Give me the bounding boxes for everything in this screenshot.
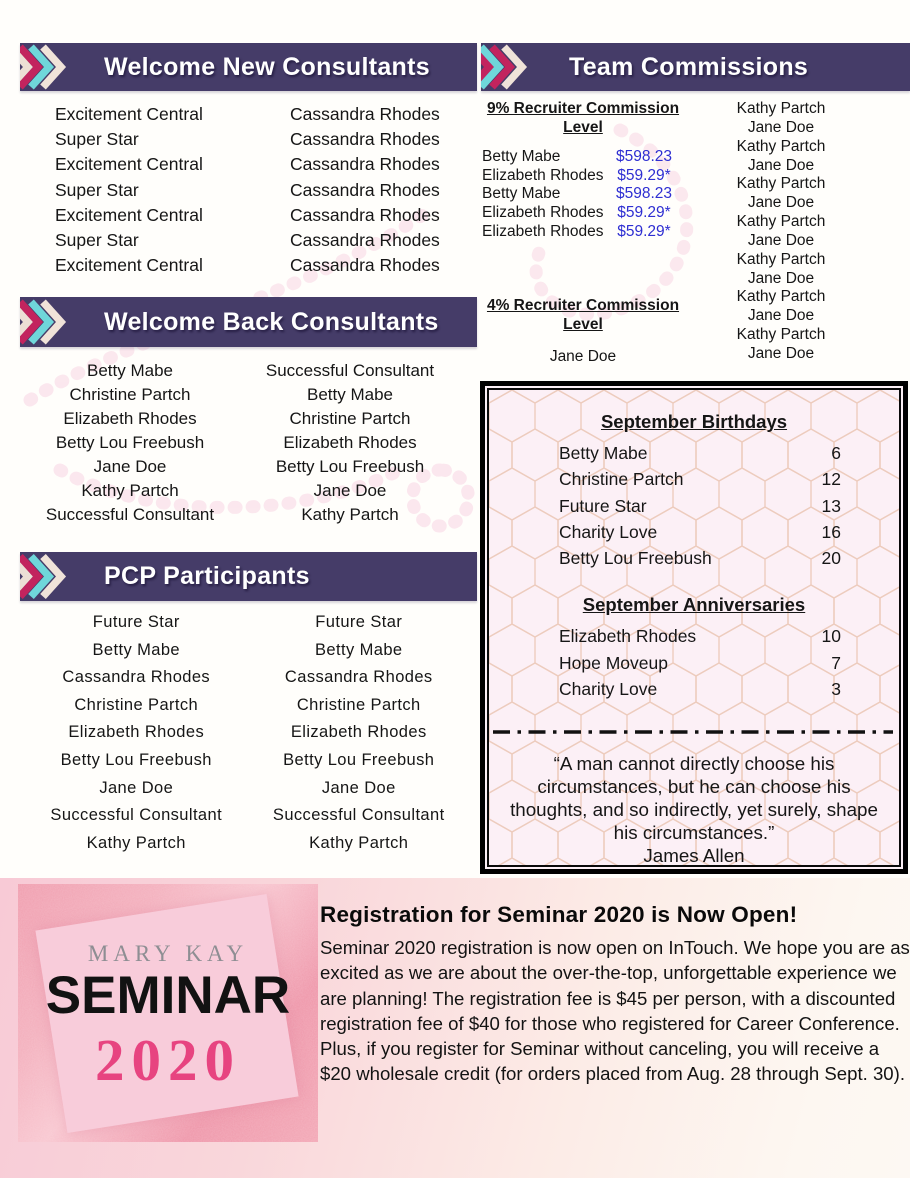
anniversary-row xyxy=(559,650,841,676)
birthday-row xyxy=(559,545,841,571)
consultant-name: Betty Mabe xyxy=(92,640,180,659)
consultant-name: Jane Doe xyxy=(321,778,396,797)
commission-row xyxy=(482,223,684,242)
recruiter-name: Kathy Partch xyxy=(736,100,826,117)
consultant-name: Charity Love xyxy=(559,521,658,542)
commission-amount: $59.29* xyxy=(617,222,671,240)
team-commissions-title: Team Commissions xyxy=(569,52,809,81)
birthday-day: 20 xyxy=(821,548,841,569)
consultant-name: Future Star xyxy=(559,495,647,516)
list-row xyxy=(25,747,470,775)
welcome-back-banner xyxy=(20,297,477,347)
seminar-wordmark: SEMINAR xyxy=(45,966,291,1025)
consultant-name: Betty Mabe xyxy=(559,443,648,463)
anniversary-years: 10 xyxy=(821,626,841,647)
consultant-name: Betty Lou Freebush xyxy=(55,433,205,452)
consultant-name: Betty Lou Freebush xyxy=(283,750,435,769)
consultant-name: Successful Consultant xyxy=(45,505,215,524)
consultant-name: Cassandra Rhodes xyxy=(290,179,440,200)
dash-dot-divider xyxy=(491,723,897,741)
consultant-name: Cassandra Rhodes xyxy=(62,668,211,687)
unit-name: Super Star xyxy=(55,179,139,200)
birthday-row xyxy=(559,519,841,545)
chevron-arrows-icon xyxy=(20,43,82,91)
list-row xyxy=(20,178,477,203)
recruiter-name: Betty Mabe xyxy=(482,148,561,165)
consultant-name: Betty Mabe xyxy=(87,361,173,380)
year-2020: 2020 xyxy=(95,1027,241,1093)
commission-level-4-section xyxy=(482,297,684,367)
unit-name: Excitement Central xyxy=(55,104,203,124)
consultant-name: Successful Consultant xyxy=(272,806,445,825)
birthdays-heading: September Birthdays xyxy=(600,411,788,432)
birthday-day: 12 xyxy=(821,469,841,490)
consultant-name: Successful Consultant xyxy=(50,806,223,825)
commission-row xyxy=(482,167,684,186)
list-row xyxy=(20,102,477,127)
list-row xyxy=(20,431,460,455)
commission-level-9-section xyxy=(482,100,684,242)
recruiter-name: Kathy Partch xyxy=(736,213,826,231)
consultant-name: Christine Partch xyxy=(289,409,411,428)
recruiter-name: Betty Mabe xyxy=(482,185,561,203)
consultant-name: Betty Mabe xyxy=(307,385,393,404)
list-row xyxy=(20,479,460,503)
consultant-name: Future Star xyxy=(92,613,180,631)
birthday-day: 6 xyxy=(831,443,841,463)
welcome-new-list xyxy=(20,102,477,278)
recruiter-name: Kathy Partch xyxy=(736,326,826,344)
quote-text: “A man cannot directly choose his circumstances, but he can choose his thoughts, and so indirectly, yet surely, shape his circumstances.” xyxy=(510,753,878,844)
consultant-name: Christine Partch xyxy=(69,385,191,404)
consultant-name: Successful Consultant xyxy=(265,361,435,380)
consultant-name: Kathy Partch xyxy=(81,481,179,500)
unit-name: Super Star xyxy=(55,129,139,150)
anniversary-years: 3 xyxy=(831,679,841,700)
commission-row xyxy=(482,185,684,204)
consultant-name: Christine Partch xyxy=(74,695,199,714)
consultant-name: Christine Partch xyxy=(559,469,684,490)
anniversaries-heading: September Anniversaries xyxy=(582,594,806,616)
recruiter-name: Kathy Partch xyxy=(736,137,826,155)
recruiter-name: Jane Doe xyxy=(747,156,815,174)
list-row xyxy=(20,253,477,278)
recruiter-name: Jane Doe xyxy=(747,344,815,362)
welcome-back-list xyxy=(20,359,460,527)
consultant-name: Hope Moveup xyxy=(559,652,668,673)
list-row xyxy=(20,383,460,407)
consultant-name: Elizabeth Rhodes xyxy=(68,723,205,742)
welcome-back-title: Welcome Back Consultants xyxy=(104,307,439,336)
consultant-name: Elizabeth Rhodes xyxy=(290,723,427,742)
consultant-name: Elizabeth Rhodes xyxy=(63,409,197,428)
anniversary-row xyxy=(559,623,841,649)
recruiter-name: Elizabeth Rhodes xyxy=(482,166,604,184)
consultant-name: Cassandra Rhodes xyxy=(290,129,440,150)
commission-rows xyxy=(482,148,684,242)
recruiter-name: Elizabeth Rhodes xyxy=(482,204,604,222)
birthday-row xyxy=(559,466,841,492)
birthday-row xyxy=(559,440,841,466)
list-row xyxy=(20,127,477,152)
anniversaries-section xyxy=(485,594,903,702)
chevron-arrows-icon xyxy=(20,552,82,601)
unit-name: Excitement Central xyxy=(55,154,203,175)
recruiter-name-column xyxy=(700,100,862,364)
consultant-name: Christine Partch xyxy=(296,695,421,714)
seminar-2020-logo xyxy=(18,884,318,1142)
consultant-name: Jane Doe xyxy=(99,778,174,797)
recruiter-name: Jane Doe xyxy=(747,269,815,287)
quote-author: James Allen xyxy=(643,845,745,867)
list-row xyxy=(20,228,477,253)
anniversary-years: 7 xyxy=(831,652,841,673)
consultant-name: Jane Doe xyxy=(313,481,387,500)
consultant-name: Cassandra Rhodes xyxy=(290,104,440,124)
recruiter-name: Jane Doe xyxy=(747,307,815,325)
list-row xyxy=(20,407,460,431)
list-row xyxy=(25,719,470,747)
commission-level-9-heading: 9% Recruiter Commission Level xyxy=(486,100,680,136)
anniversary-row xyxy=(559,676,841,702)
consultant-name: Future Star xyxy=(315,613,403,631)
consultant-name: Cassandra Rhodes xyxy=(284,668,433,687)
pcp-title: PCP Participants xyxy=(104,562,310,590)
birthday-day: 16 xyxy=(821,521,841,542)
welcome-new-banner xyxy=(20,43,477,91)
mary-kay-wordmark: MARY KAY xyxy=(87,941,249,966)
list-row xyxy=(20,152,477,177)
recruiter-name: Jane Doe xyxy=(747,194,815,212)
consultant-name: Betty Lou Freebush xyxy=(559,548,712,569)
consultant-name: Kathy Partch xyxy=(301,505,399,524)
consultant-name: Elizabeth Rhodes xyxy=(559,626,697,647)
consultant-name: Betty Mabe xyxy=(315,640,403,659)
consultant-name: Cassandra Rhodes xyxy=(290,230,440,251)
commission-level-4-heading: 4% Recruiter Commission Level xyxy=(486,297,680,333)
recruiter-name: Elizabeth Rhodes xyxy=(482,222,604,240)
commission-amount: $598.23 xyxy=(615,148,673,165)
recruiter-name: Jane Doe xyxy=(549,348,617,365)
consultant-name: Betty Lou Freebush xyxy=(275,457,425,476)
list-row xyxy=(25,802,470,830)
pcp-list xyxy=(25,609,470,857)
list-row xyxy=(20,359,460,383)
chevron-arrows-icon xyxy=(481,43,543,91)
list-row xyxy=(25,692,470,720)
list-row xyxy=(25,775,470,803)
recruiter-name: Jane Doe xyxy=(747,231,815,249)
list-row xyxy=(25,609,470,637)
recruiter-name: Jane Doe xyxy=(747,118,815,136)
commission-row xyxy=(482,204,684,223)
team-commissions-banner xyxy=(481,43,910,91)
list-row xyxy=(25,830,470,858)
unit-name: Excitement Central xyxy=(55,255,203,276)
recruiter-name: Kathy Partch xyxy=(736,288,826,306)
commission-amount: $59.29* xyxy=(617,204,671,222)
consultant-name: Cassandra Rhodes xyxy=(290,154,440,175)
list-row xyxy=(20,455,460,479)
consultant-name: Cassandra Rhodes xyxy=(290,255,440,276)
consultant-name: Jane Doe xyxy=(93,457,167,476)
list-row xyxy=(20,203,477,228)
recruiter-name: Kathy Partch xyxy=(736,175,826,193)
registration-headline: Registration for Seminar 2020 is Now Open! xyxy=(320,902,798,927)
commission-row xyxy=(482,148,684,167)
consultant-name: Elizabeth Rhodes xyxy=(283,433,417,452)
commission-rows xyxy=(482,348,684,367)
consultant-name: Cassandra Rhodes xyxy=(290,204,440,225)
consultant-name: Kathy Partch xyxy=(86,833,186,852)
birthdays-list xyxy=(485,440,903,571)
recruiter-name: Kathy Partch xyxy=(736,250,826,268)
commission-amount: $598.23 xyxy=(615,185,673,203)
consultant-name: Kathy Partch xyxy=(309,833,409,852)
unit-name: Excitement Central xyxy=(55,204,203,225)
list-row xyxy=(20,503,460,527)
birthday-day: 13 xyxy=(821,495,841,516)
seminar-section xyxy=(0,878,910,1178)
unit-name: Super Star xyxy=(55,230,139,251)
consultant-name: Betty Lou Freebush xyxy=(60,750,212,769)
registration-body-text: Seminar 2020 registration is now open on InTouch. We hope you are as excited as we are about the over-the-top, unforgettable experience we are planning! The registration fee is $45 per person, with a discounted registration fee of $40 for those who registered for Career Conference. Plus, if you register for Seminar without canceling, you will receive a $20 wholesale credit (for orders placed from Aug. 28 through Sept. 30). xyxy=(320,937,910,1085)
list-row xyxy=(25,637,470,665)
birthday-row xyxy=(559,493,841,519)
chevron-arrows-icon xyxy=(20,297,82,347)
welcome-new-title: Welcome New Consultants xyxy=(104,52,430,81)
pcp-banner xyxy=(20,552,477,601)
consultant-name: Charity Love xyxy=(559,679,658,700)
list-row xyxy=(25,664,470,692)
commission-amount: $59.29* xyxy=(617,166,671,184)
anniversaries-list xyxy=(485,623,903,702)
dates-box xyxy=(480,381,908,874)
